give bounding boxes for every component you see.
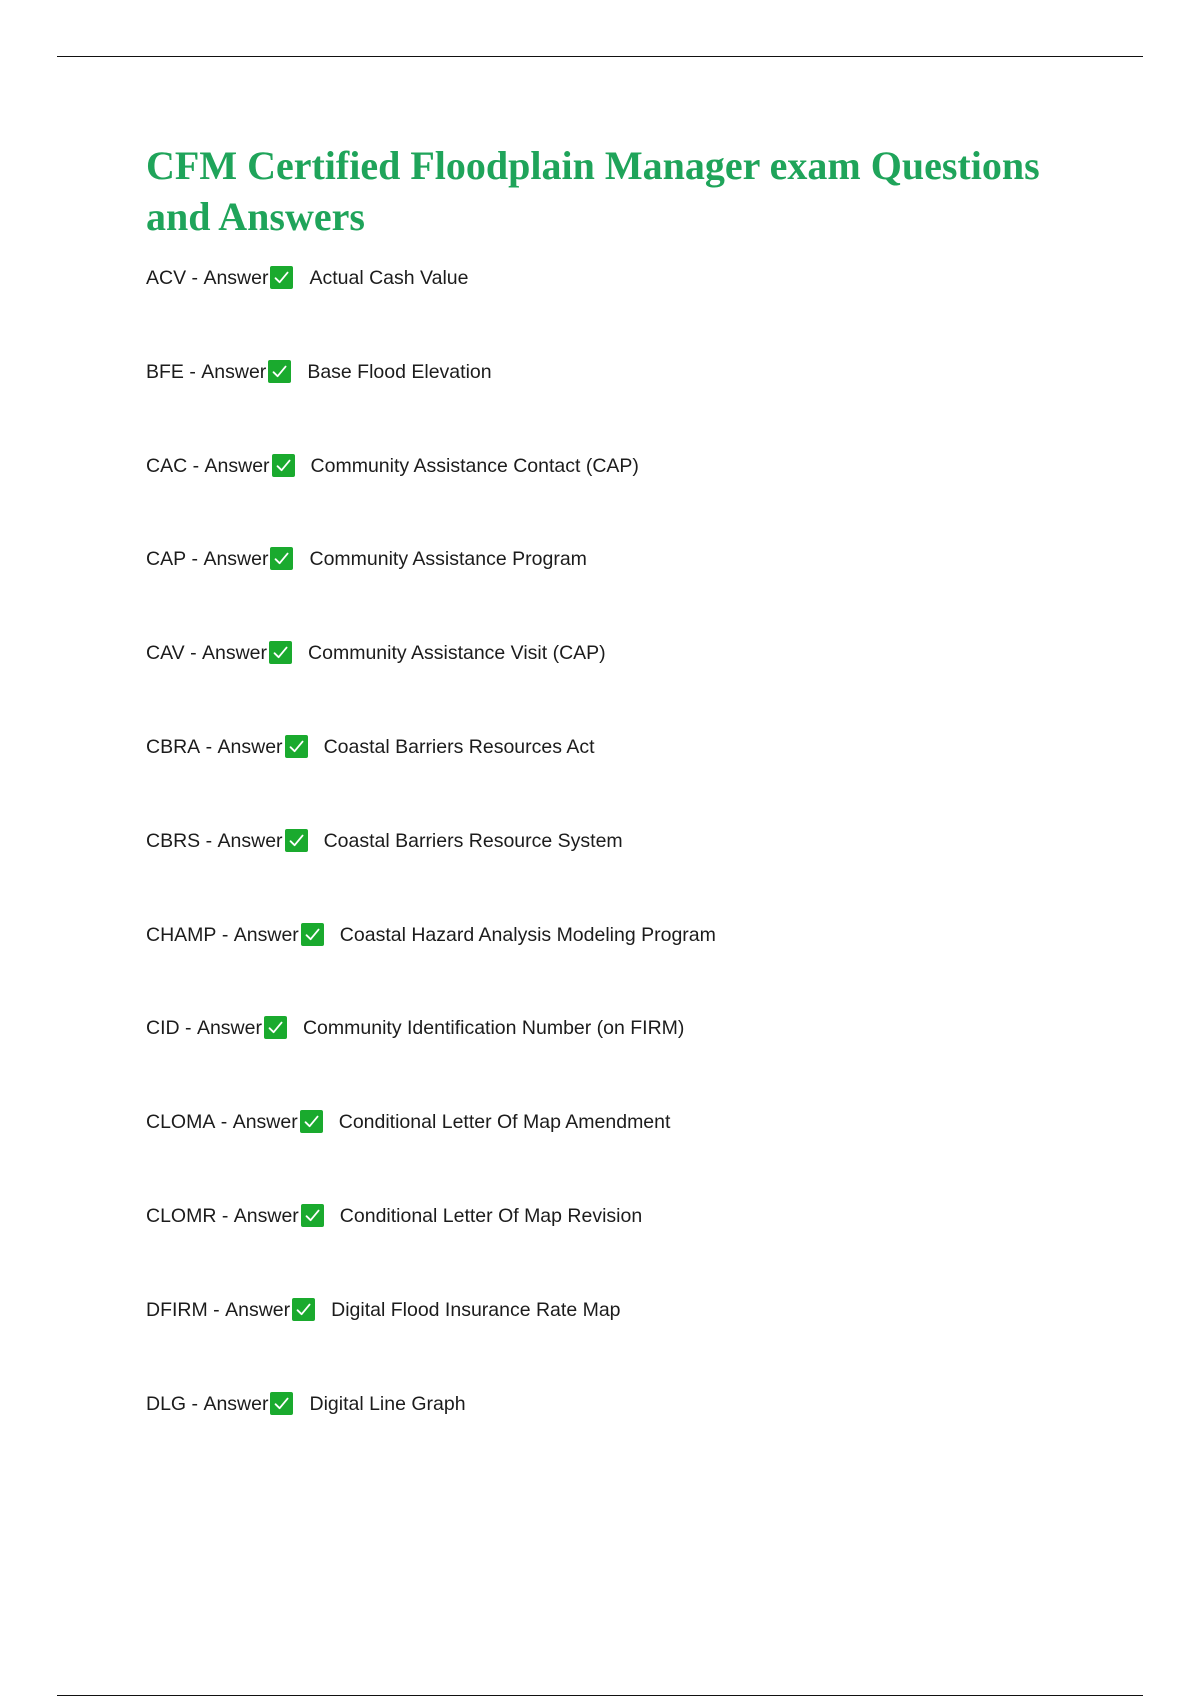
green-checkmark-icon: [300, 1110, 323, 1133]
qa-item: [146, 451, 1146, 545]
header-rule: [57, 56, 1143, 57]
term-separator: -: [200, 735, 218, 758]
qa-item: [146, 732, 1146, 826]
qa-item: [146, 1295, 1146, 1389]
term-separator: -: [179, 1017, 197, 1040]
answer-definition: Actual Cash Value: [309, 267, 469, 289]
green-checkmark-icon: [292, 1298, 315, 1321]
term-separator: -: [186, 267, 204, 289]
question-term: DLG: [146, 1392, 187, 1415]
qa-item: [146, 544, 1146, 638]
answer-definition: Conditional Letter Of Map Revision: [339, 1204, 643, 1227]
term-separator: -: [186, 1392, 204, 1415]
question-term: CID: [146, 1017, 180, 1040]
term-separator: -: [207, 1298, 226, 1321]
answer-definition: Digital Flood Insurance Rate Map: [331, 1298, 621, 1321]
page-title: CFM Certified Floodplain Manager exam Questions and Answers: [146, 143, 1040, 239]
answer-definition: Community Identification Number (on FIRM): [302, 1017, 685, 1040]
answer-definition: Coastal Barriers Resource System: [323, 829, 623, 852]
answer-label: Answer: [203, 267, 269, 289]
answer-label: Answer: [233, 923, 299, 946]
answer-label: Answer: [201, 360, 267, 383]
term-separator: -: [183, 360, 202, 383]
question-term: CBRA: [146, 735, 201, 758]
qa-item: [146, 357, 1146, 451]
answer-definition: Community Assistance Program: [309, 548, 587, 571]
question-term: CBRS: [146, 829, 201, 852]
qa-item: [146, 920, 1146, 1014]
answer-label: Answer: [204, 454, 270, 477]
footer-rule: [57, 1695, 1143, 1696]
term-separator: -: [187, 454, 205, 477]
green-checkmark-icon: [264, 1016, 287, 1039]
answer-label: Answer: [217, 735, 283, 758]
answer-label: Answer: [233, 1204, 299, 1227]
term-separator: -: [200, 829, 218, 852]
question-term: ACV: [146, 267, 187, 289]
qa-item: [146, 263, 1146, 357]
question-term: DFIRM: [146, 1298, 208, 1321]
qa-item: [146, 826, 1146, 920]
qa-item: [146, 1201, 1146, 1295]
answer-label: Answer: [232, 1111, 298, 1134]
answer-definition: Coastal Barriers Resources Act: [323, 735, 595, 758]
answer-label: Answer: [202, 642, 268, 665]
green-checkmark-icon: [285, 829, 308, 852]
answer-label: Answer: [225, 1298, 291, 1321]
question-term: CAC: [146, 454, 188, 477]
green-checkmark-icon: [268, 360, 291, 383]
qa-item: [146, 1013, 1146, 1107]
green-checkmark-icon: [270, 266, 293, 289]
answer-definition: Base Flood Elevation: [307, 360, 492, 383]
qa-item: [146, 1389, 1146, 1483]
qa-list: [146, 263, 1146, 1482]
green-checkmark-icon: [301, 1204, 324, 1227]
answer-label: Answer: [196, 1017, 262, 1040]
green-checkmark-icon: [301, 923, 324, 946]
answer-label: Answer: [203, 1392, 269, 1415]
question-term: CAV: [146, 642, 185, 665]
question-term: CLOMA: [146, 1111, 216, 1134]
question-term: BFE: [146, 360, 184, 383]
answer-definition: Community Assistance Visit (CAP): [308, 642, 606, 665]
qa-item: [146, 1107, 1146, 1201]
term-separator: -: [186, 548, 204, 571]
term-separator: -: [215, 1111, 233, 1134]
answer-definition: Coastal Hazard Analysis Modeling Program: [339, 923, 716, 946]
question-term: CAP: [146, 548, 187, 571]
green-checkmark-icon: [272, 454, 295, 477]
green-checkmark-icon: [270, 547, 293, 570]
answer-definition: Digital Line Graph: [309, 1392, 466, 1415]
answer-definition: Community Assistance Contact (CAP): [310, 454, 639, 477]
answer-label: Answer: [203, 548, 269, 571]
answer-definition: Conditional Letter Of Map Amendment: [338, 1111, 671, 1134]
green-checkmark-icon: [269, 641, 292, 664]
green-checkmark-icon: [270, 1392, 293, 1415]
qa-item: [146, 638, 1146, 732]
green-checkmark-icon: [285, 735, 308, 758]
answer-label: Answer: [217, 829, 283, 852]
question-term: CLOMR: [146, 1204, 217, 1227]
term-separator: -: [216, 923, 234, 946]
question-term: CHAMP: [146, 923, 217, 946]
term-separator: -: [184, 642, 202, 665]
term-separator: -: [216, 1204, 234, 1227]
